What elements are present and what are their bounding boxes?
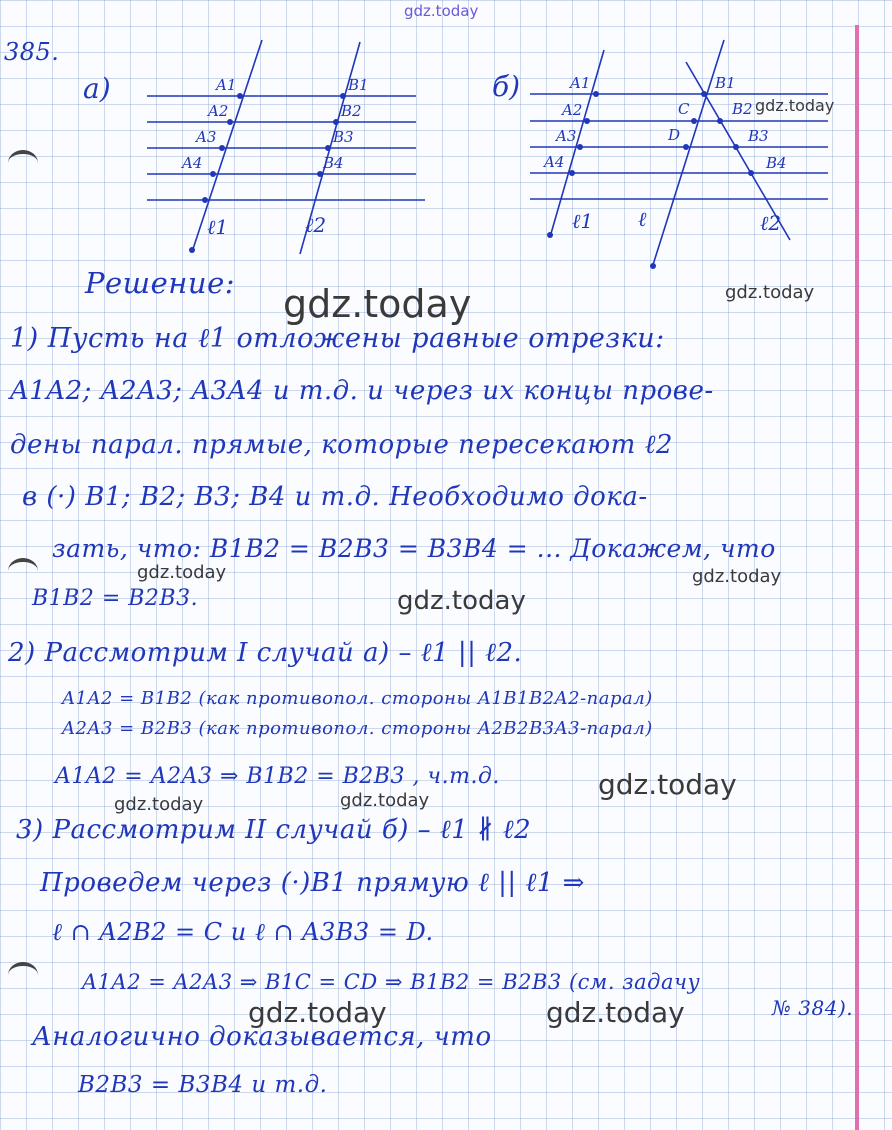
- fig-b-point-label: A3: [556, 127, 577, 145]
- fig-b-point-label: A4: [544, 153, 565, 171]
- fig-b-point-label: B2: [732, 100, 753, 118]
- watermark: gdz.today: [692, 566, 782, 587]
- solution-line: Проведем через (·)B1 прямую ℓ || ℓ1 ⇒: [40, 868, 585, 898]
- solution-line: в (·) B1; B2; B3; B4 и т.д. Необходимо дока-: [22, 482, 648, 512]
- figures: [0, 0, 892, 300]
- fig-a-line-label: ℓ1: [207, 215, 229, 239]
- fig-b-point-label: B4: [766, 154, 787, 172]
- fig-b-point-label: B1: [715, 74, 736, 92]
- solution-line: B2B3 = B3B4 и т.д.: [78, 1072, 328, 1098]
- watermark: gdz.today: [340, 790, 430, 811]
- fig-a-point-label: A4: [182, 154, 203, 172]
- fig-a-label: а): [83, 72, 111, 105]
- watermark: gdz.today: [283, 282, 472, 326]
- solution-line: A1A2; A2A3; A3A4 и т.д. и через их концы прове-: [10, 376, 714, 406]
- watermark: gdz.today: [137, 562, 227, 583]
- fig-b-line-label: ℓ: [638, 207, 647, 231]
- solution-heading: Решение:: [85, 266, 236, 300]
- fig-a-point-label: B3: [333, 128, 354, 146]
- watermark: gdz.today: [546, 996, 685, 1029]
- fig-a-point-label: A2: [208, 102, 229, 120]
- watermark-top: gdz.today: [404, 2, 479, 20]
- fig-b-label: б): [492, 70, 521, 103]
- fig-b-point-label: B3: [748, 127, 769, 145]
- solution-line: 1) Пусть на ℓ1 отложены равные отрезки:: [10, 323, 665, 354]
- problem-number: 385.: [4, 38, 60, 66]
- fig-a-point-label: A3: [196, 128, 217, 146]
- solution-line: дены парал. прямые, которые пересекают ℓ2: [10, 430, 673, 460]
- fig-b-point-label: A2: [562, 101, 583, 119]
- watermark: gdz.today: [725, 282, 815, 303]
- fig-b-point-label: C: [678, 100, 690, 118]
- fig-a-point-label: A1: [216, 76, 237, 94]
- solution-line: № 384).: [772, 996, 854, 1020]
- punch-hole: [8, 962, 38, 988]
- solution-line: A2A3 = B2B3 (как противопол. стороны A2B2B3A3-парал): [62, 718, 653, 739]
- solution-line: Аналогично доказывается, что: [32, 1022, 492, 1052]
- solution-line: B1B2 = B2B3.: [32, 586, 199, 611]
- fig-a-line-label: ℓ2: [305, 213, 327, 237]
- watermark: gdz.today: [248, 996, 387, 1029]
- watermark: gdz.today: [114, 794, 204, 815]
- solution-line: A1A2 = B1B2 (как противопол. стороны A1B1B2A2-парал): [62, 688, 653, 709]
- fig-a-point-label: B1: [348, 76, 369, 94]
- fig-a-point-label: B4: [323, 154, 344, 172]
- solution-line: ℓ ∩ A2B2 = C и ℓ ∩ A3B3 = D.: [52, 918, 434, 946]
- figure-a-lines: [147, 40, 425, 254]
- watermark: gdz.today: [397, 586, 526, 616]
- solution-line: зать, что: B1B2 = B2B3 = B3B4 = ... Докажем, что: [52, 534, 776, 563]
- fig-b-line-label: ℓ2: [760, 211, 782, 235]
- solution-line: 2) Рассмотрим I случай а) – ℓ1 || ℓ2.: [8, 638, 523, 668]
- fig-b-point-label: D: [668, 126, 681, 144]
- watermark: gdz.today: [755, 96, 835, 115]
- fig-b-point-label: A1: [570, 74, 591, 92]
- fig-a-point-label: B2: [341, 102, 362, 120]
- punch-hole: [8, 558, 38, 584]
- solution-line: 3) Рассмотрим II случай б) – ℓ1 ∦ ℓ2: [16, 815, 532, 845]
- solution-line: A1A2 = A2A3 ⇒ B1C = CD ⇒ B1B2 = B2B3 (см. задачу: [82, 970, 701, 994]
- watermark: gdz.today: [598, 768, 737, 801]
- solution-line: A1A2 = A2A3 ⇒ B1B2 = B2B3 , ч.т.д.: [55, 764, 500, 789]
- fig-b-line-label: ℓ1: [572, 209, 594, 233]
